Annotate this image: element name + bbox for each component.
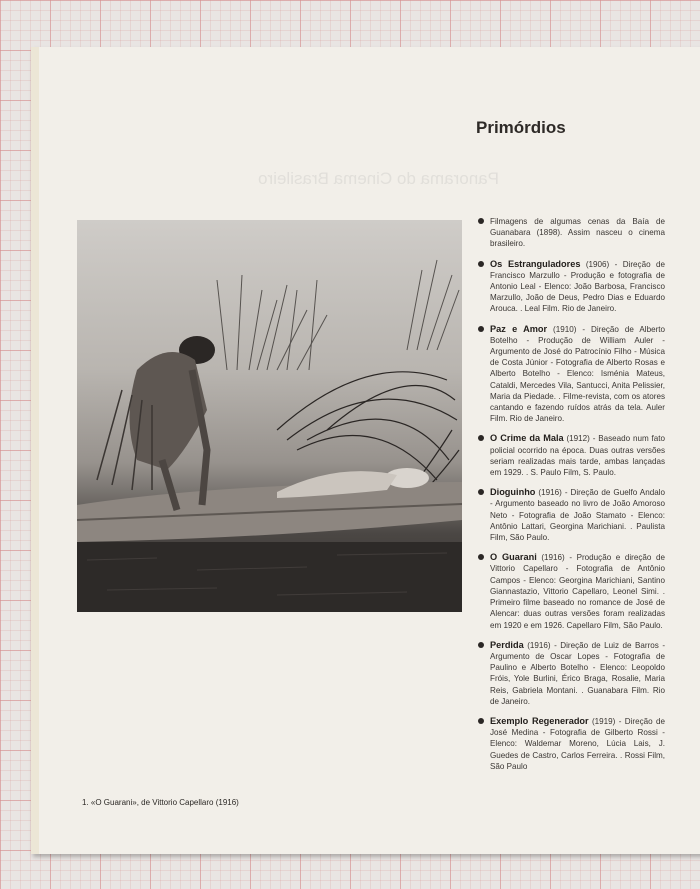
bullet-icon [478, 261, 484, 267]
list-item [477, 324, 665, 425]
bullet-icon [478, 554, 484, 560]
page-title: Primórdios [476, 118, 566, 137]
entry-body: - Direção de Guelfo Andalo - Argumento baseado no livro de João Amoroso Neto - Fotografia de João Stamato - Elenco: Antônio Lattari, Georgina Marichiani. . Paulista Film, São Paulo. [490, 488, 666, 543]
list-item [477, 552, 665, 630]
entry-date: (1912) [566, 434, 590, 444]
bullet-icon [478, 326, 484, 332]
entry-body: - Direção de José Medina - Fotografia de Gilberto Rossi - Elenco: Waldemar Moreno, Lúcia Lais, J. Guedes de Castro, Carlos Ferreira. . Rossi Film, São Paulo [490, 716, 665, 771]
entry-body: - Baseado num fato policial ocorrido na época. Duas outras versões seriam realizadas mais tarde, ambas lançadas em 1929. . S. Paulo Film, S. Paulo. [490, 434, 666, 478]
list-item [477, 487, 665, 543]
photo-caption: 1. «O Guarani», de Vittorio Capellaro (1916) [82, 798, 239, 807]
entry-date: (1916) [541, 553, 565, 563]
entry-body: - Direção de Luiz de Barros - Argumento de Oscar Lopes - Fotografia de Paulino e Alberto Botelho - Elenco: Leopoldo Fróis, Yole Burlini, Érico Braga, Rosalie, Maria Reis, Gabriela Montani. . Guanabara Film. Rio de Janeiro. [490, 640, 666, 706]
list-item [477, 716, 665, 772]
entry-title: O Guarani [490, 552, 537, 563]
entry-date: (1919) [591, 716, 616, 726]
bullet-icon [478, 489, 484, 495]
bullet-icon [478, 435, 484, 441]
entry-body: - Direção de Alberto Botelho - Produção de William Auler - Argumento de José do Patrocínio Filho - Música de Costa Júnior - Fotografia de Alberto Rosas e Alberto Botelho - Elenco: Isménia Mateus, Cataldi, Mercedes Vila, Santucci, Anita Pelissier, Maria da Piedade. . Filme-revista, com os atores cantando e fazendo ruídos atrás da tela. Auler Film. Rio de Janeiro. [490, 324, 666, 424]
entry-title: Exemplo Regenerador [490, 715, 589, 726]
list-item [477, 216, 665, 250]
entry-date: (1916) [527, 640, 551, 650]
entry-date: (1916) [538, 488, 562, 498]
entry-title: Perdida [490, 639, 524, 650]
entry-title: Paz e Amor [490, 323, 548, 334]
entry-body: - Produção e direção de Vittorio Capellaro - Fotografia de Antônio Campos - Elenco: Georgina Marichiani, Santino Giannastazio, Vittorio Capellaro, Leonel Simi. . Primeiro filme baseado no romance de José de Alencar: duas outras versões foram realizadas em 1920 e em 1926. Capellaro Film, São Paulo. [490, 553, 666, 630]
filmography-list [477, 216, 665, 781]
entry-title: O Crime da Mala [490, 433, 564, 444]
bullet-icon [478, 218, 484, 224]
list-item [477, 433, 665, 478]
list-item [477, 259, 665, 315]
entry-date: (1906) [585, 259, 610, 269]
list-item [477, 640, 665, 707]
entry-title: Os Estranguladores [490, 258, 581, 269]
film-still-photo [77, 220, 462, 612]
entry-body: Filmagens de algumas cenas da Baía de Guanabara (1898). Assim nasceu o cinema brasileiro. [490, 217, 665, 249]
bleed-through-text: Panorama do Cinema Brasileiro [258, 169, 499, 188]
bullet-icon [478, 642, 484, 648]
entry-body: - Direção de Francisco Marzullo - Produção e fotografia de Antonio Leal - Elenco: João Barbosa, Francisco Marzullo, João de Deus, Pedro Dias e Eduardo Arouca. . Leal Film. Rio de Janeiro. [490, 259, 666, 314]
entry-date: (1910) [553, 324, 577, 334]
entry-title: Dioguinho [490, 487, 536, 498]
bullet-icon [478, 718, 484, 724]
